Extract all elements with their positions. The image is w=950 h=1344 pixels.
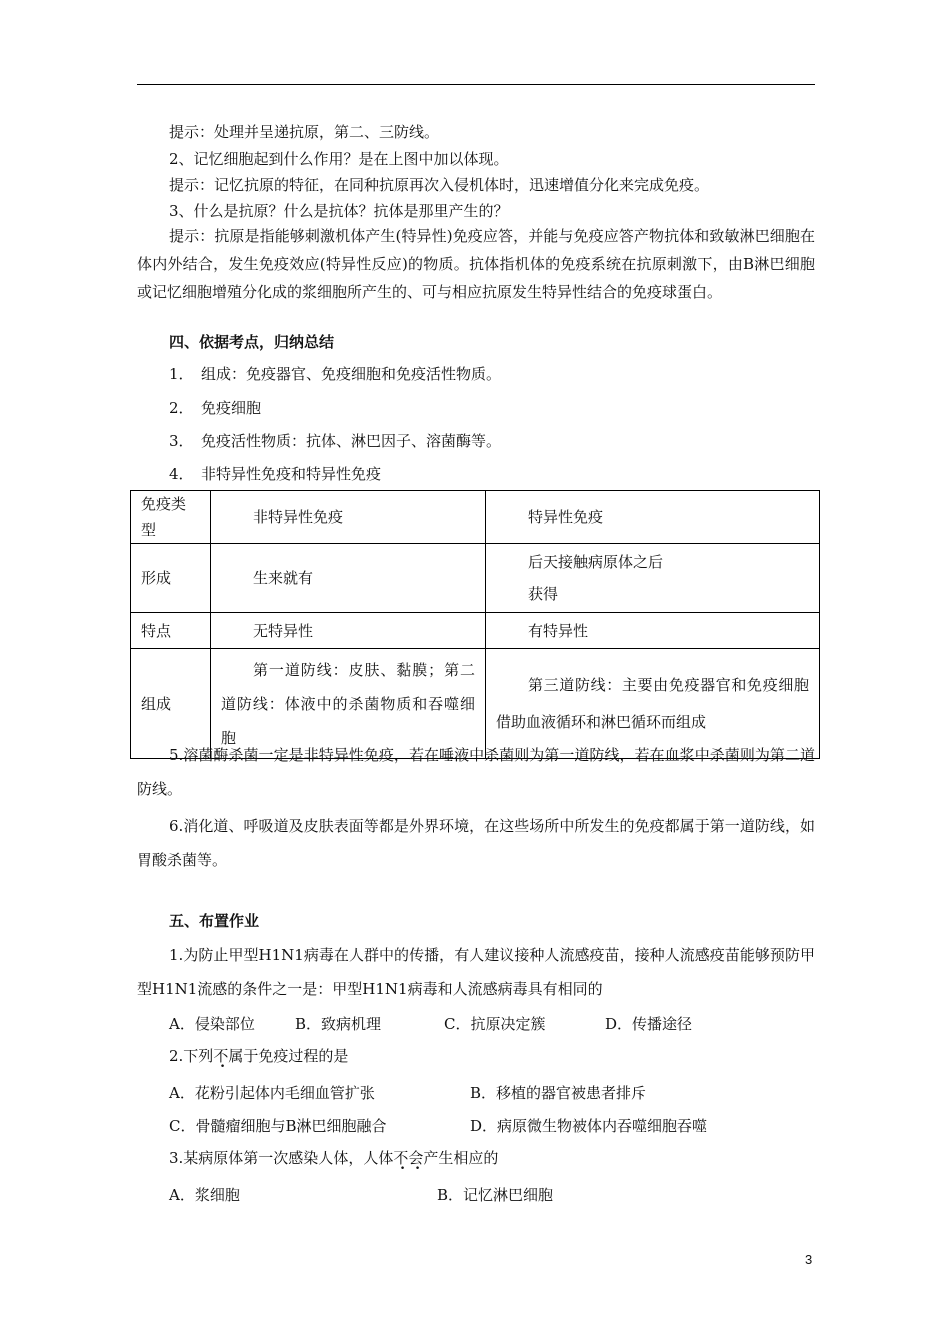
summary-item-4: 4． 非特异性免疫和特异性免疫 xyxy=(169,465,382,483)
homework-question-3 xyxy=(137,1146,815,1170)
immunity-comparison-table xyxy=(130,490,820,759)
emphasis-mark: 会 xyxy=(408,1149,424,1167)
table-cell: 特点 xyxy=(131,613,211,649)
table-cell: 第三道防线：主要由免疫器官和免疫细胞借助血液循环和淋巴循环而组成 xyxy=(486,649,820,759)
summary-item-2: 2． 免疫细胞 xyxy=(169,399,262,417)
hint-line-1: 提示：处理并呈递抗原，第二、三防线。 xyxy=(169,123,440,141)
summary-item-3: 3． 免疫活性物质：抗体、淋巴因子、溶菌酶等。 xyxy=(169,432,502,450)
homework-question-1: 1.为防止甲型H1N1病毒在人群中的传播，有人建议接种人流感疫苗，接种人流感疫苗能够预防甲型H1N1流感的条件之一是：甲型H1N1病毒和人流感病毒具有相同的 xyxy=(137,946,815,998)
emphasis-mark: 不 xyxy=(213,1047,229,1065)
q3-text-pre: 3.某病原体第一次感染人体，人体 xyxy=(169,1149,394,1167)
q2-option-b: B．移植的器官被患者排斥 xyxy=(470,1084,647,1102)
table-header-cell: 特异性免疫 xyxy=(486,491,820,544)
q2-option-a: A．花粉引起体内毛细血管扩张 xyxy=(169,1084,375,1102)
table-cell: 生来就有 xyxy=(211,544,486,613)
table-cell: 有特异性 xyxy=(486,613,820,649)
table-cell: 形成 xyxy=(131,544,211,613)
note-5: 5.溶菌酶杀菌一定是非特异性免疫，若在唾液中杀菌则为第一道防线，若在血浆中杀菌则为第二道防线。 xyxy=(137,746,815,798)
page-number: 3 xyxy=(805,1252,813,1267)
q1-option-d: D．传播途径 xyxy=(605,1015,693,1033)
table-header-row xyxy=(131,491,820,544)
q2-option-c: C．骨髓瘤细胞与B淋巴细胞融合 xyxy=(169,1117,387,1135)
header-rule xyxy=(137,84,815,85)
question-2: 2、记忆细胞起到什么作用？是在上图中加以体现。 xyxy=(169,150,509,168)
homework-question-2 xyxy=(137,1044,815,1068)
summary-item-1: 1． 组成：免疫器官、免疫细胞和免疫活性物质。 xyxy=(169,365,502,383)
section-4-heading: 四、依据考点，归纳总结 xyxy=(169,333,335,351)
table-cell-line: 获得 xyxy=(528,585,559,603)
table-cell xyxy=(486,544,820,613)
question-3: 3、什么是抗原？什么是抗体？抗体是那里产生的？ xyxy=(169,202,509,220)
table-row xyxy=(131,544,820,613)
q1-option-c: C．抗原决定簇 xyxy=(444,1015,546,1033)
emphasis-mark: 不 xyxy=(393,1149,409,1167)
table-header-cell: 非特异性免疫 xyxy=(211,491,486,544)
table-cell: 第一道防线：皮肤、黏膜；第二道防线：体液中的杀菌物质和吞噬细胞 xyxy=(211,649,486,759)
table-header-cell: 免疫类型 xyxy=(131,491,211,544)
q3-text-post: 产生相应的 xyxy=(423,1149,499,1167)
q3-option-b: B．记忆淋巴细胞 xyxy=(437,1186,554,1204)
section-5-heading: 五、布置作业 xyxy=(169,912,260,930)
q2-text-post: 属于免疫过程的是 xyxy=(228,1047,349,1065)
note-6: 6.消化道、呼吸道及皮肤表面等都是外界环境，在这些场所中所发生的免疫都属于第一道防线，如胃酸杀菌等。 xyxy=(137,817,815,869)
table-cell: 组成 xyxy=(131,649,211,759)
table-cell: 无特异性 xyxy=(211,613,486,649)
q2-option-d: D．病原微生物被体内吞噬细胞吞噬 xyxy=(470,1117,708,1135)
table-row xyxy=(131,613,820,649)
hint-line-2: 提示：记忆抗原的特征，在同种抗原再次入侵机体时，迅速增值分化来完成免疫。 xyxy=(169,176,710,194)
hint-antigen-antibody: 提示：抗原是指能够刺激机体产生(特异性)免疫应答，并能与免疫应答产物抗体和致敏淋巴细胞在体内外结合，发生免疫效应(特异性反应)的物质。抗体指机体的免疫系统在抗原刺激下，由B淋巴细胞或记忆细胞增殖分化成的浆细胞所产生的、可与相应抗原发生特异性结合的免疫球蛋白。 xyxy=(137,227,815,301)
table-cell-line: 后天接触病原体之后 xyxy=(528,553,664,571)
q2-text-pre: 2.下列 xyxy=(169,1047,214,1065)
q1-option-a: A．侵染部位 xyxy=(169,1015,255,1033)
q1-option-b: B．致病机理 xyxy=(295,1015,382,1033)
q3-option-a: A．浆细胞 xyxy=(169,1186,240,1204)
